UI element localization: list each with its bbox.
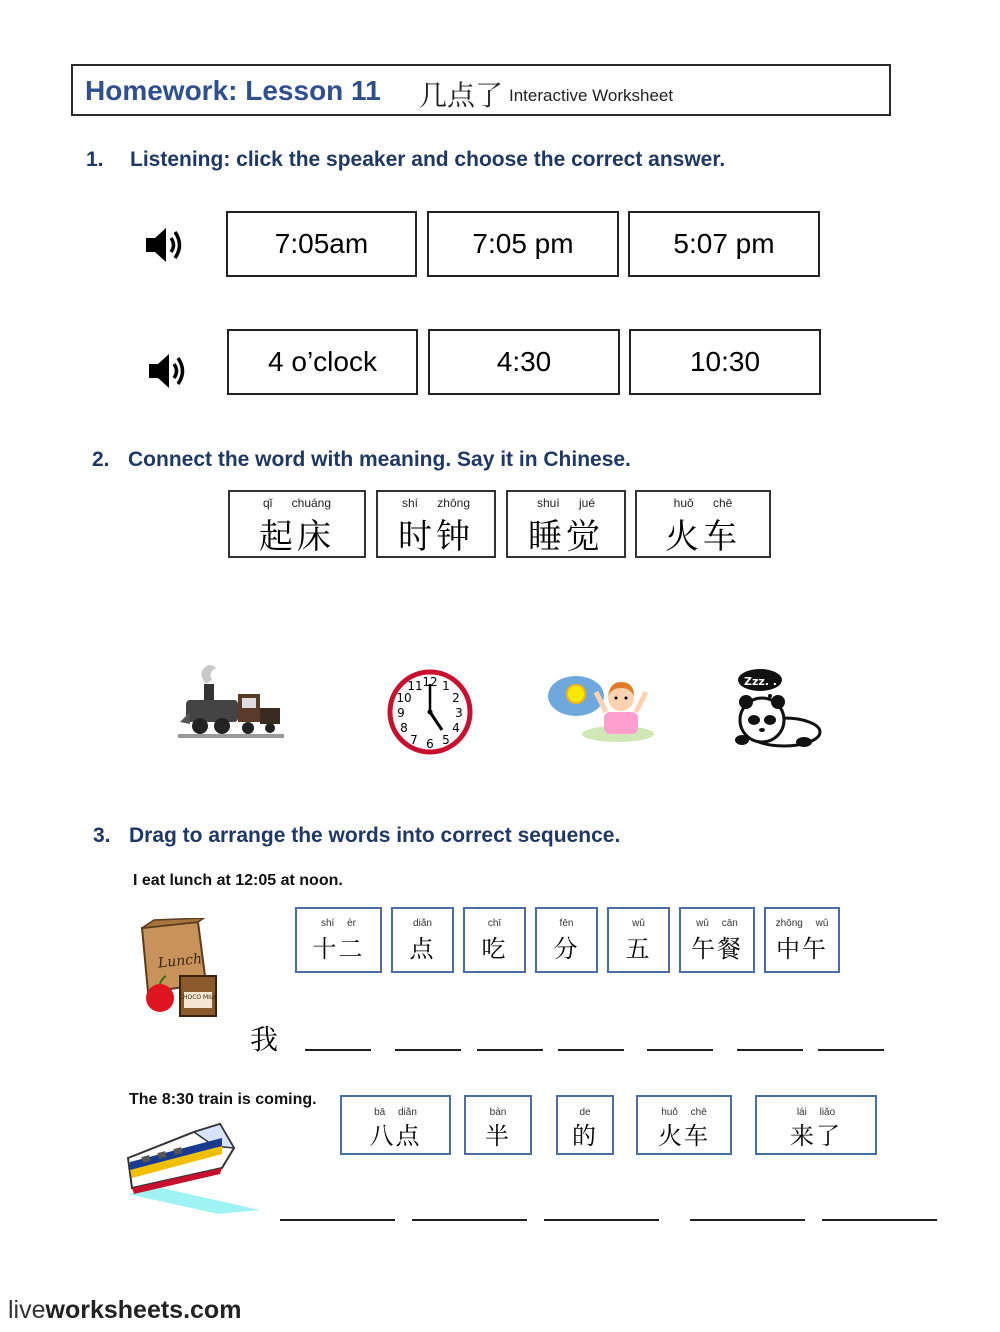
answer-option-label: 10:30 — [689, 346, 761, 377]
tile-hanzi: 中午 — [776, 935, 828, 963]
tile-pinyin: wǔ — [632, 918, 645, 929]
sleeping-panda-image[interactable] — [734, 666, 824, 750]
answer-blank[interactable] — [477, 1049, 543, 1051]
lunch-bag-image — [134, 918, 226, 1018]
answer-blank[interactable] — [558, 1049, 624, 1051]
word-pinyin: shí zhōng — [401, 496, 471, 510]
answer-option-label: 4:30 — [496, 346, 552, 377]
clock-numeral: 3 — [455, 706, 463, 720]
answer-blank[interactable] — [412, 1219, 527, 1221]
q1-caption: I eat lunch at 12:05 at noon. — [133, 872, 343, 889]
answer-option-label: 5:07 pm — [673, 228, 775, 259]
word-pinyin: qǐ chuáng — [262, 496, 332, 510]
word-tile[interactable] — [463, 907, 526, 973]
tile-pinyin: diǎn — [413, 918, 432, 929]
clock-numeral: 4 — [452, 721, 460, 735]
clock-numeral: 5 — [442, 733, 450, 747]
tile-pinyin: wǔ cān — [696, 918, 738, 929]
word-box-shizhong[interactable] — [376, 490, 496, 558]
word-tile[interactable] — [535, 907, 598, 973]
clock-image[interactable] — [386, 668, 474, 756]
logo-light-text: live — [8, 1296, 46, 1324]
logo-bold-text: worksheets.com — [45, 1296, 242, 1324]
answer-blank[interactable] — [305, 1049, 371, 1051]
section3-number: 3. — [93, 824, 111, 847]
word-hanzi: 火车 — [665, 517, 741, 557]
title-box — [71, 64, 891, 116]
answer-blank[interactable] — [544, 1219, 659, 1221]
answer-option[interactable] — [227, 329, 418, 395]
waking-up-image[interactable] — [546, 668, 656, 748]
clock-numeral: 2 — [452, 691, 460, 705]
answer-option[interactable] — [629, 329, 821, 395]
word-tile[interactable] — [391, 907, 454, 973]
tile-pinyin: shí èr — [320, 918, 356, 929]
tile-hanzi: 十二 — [312, 935, 365, 963]
tile-pinyin: bàn — [489, 1107, 507, 1118]
tile-pinyin: lái liǎo — [796, 1107, 836, 1118]
word-hanzi: 睡觉 — [528, 517, 604, 557]
speaker-icon[interactable] — [145, 348, 191, 394]
clock-numeral: 8 — [400, 721, 408, 735]
tile-hanzi: 五 — [625, 935, 652, 963]
section1-number: 1. — [86, 148, 104, 171]
tile-hanzi: 半 — [485, 1122, 511, 1150]
tile-pinyin: de — [579, 1107, 591, 1118]
tile-hanzi: 八点 — [369, 1122, 422, 1150]
answer-blank[interactable] — [280, 1219, 395, 1221]
tile-pinyin: chī — [487, 918, 502, 929]
clock-numeral: 6 — [426, 737, 434, 751]
word-tile[interactable] — [764, 907, 840, 973]
clock-numeral: 11 — [407, 679, 423, 693]
word-tile[interactable] — [295, 907, 382, 973]
answer-option-label: 7:05 pm — [472, 228, 574, 259]
liveworksheets-logo[interactable] — [8, 1296, 241, 1325]
section1-heading — [86, 148, 725, 172]
section2-heading-text: Connect the word with meaning. Say it in Chinese. — [128, 448, 631, 471]
answer-option-label: 7:05am — [274, 228, 369, 259]
clock-numeral: 9 — [397, 706, 405, 720]
word-pinyin: huǒ chē — [673, 496, 733, 510]
word-tile[interactable] — [464, 1095, 532, 1155]
word-tile[interactable] — [679, 907, 755, 973]
answer-option[interactable] — [226, 211, 417, 277]
tile-pinyin: fēn — [559, 918, 574, 929]
tile-pinyin: huǒ chē — [661, 1107, 707, 1118]
high-speed-train-image — [122, 1118, 264, 1214]
sentence-start-word: 我 — [250, 1023, 279, 1056]
word-tile[interactable] — [556, 1095, 614, 1155]
word-box-huoche[interactable] — [635, 490, 771, 558]
section3-heading-text: Drag to arrange the words into correct sequence. — [129, 824, 621, 847]
tile-pinyin: zhōng wǔ — [775, 918, 829, 929]
tile-hanzi: 午餐 — [691, 935, 743, 963]
tile-hanzi: 吃 — [481, 935, 508, 963]
answer-blank[interactable] — [818, 1049, 884, 1051]
tile-hanzi: 来了 — [790, 1122, 842, 1150]
milk-carton-text: CHOCO MILK — [178, 994, 218, 1001]
section1-heading-text: Listening: click the speaker and choose the correct answer. — [130, 148, 726, 171]
page-title-chinese: 几点了 — [419, 79, 504, 112]
word-hanzi: 时钟 — [398, 517, 474, 557]
steam-train-image[interactable] — [178, 662, 284, 748]
answer-blank[interactable] — [395, 1049, 461, 1051]
clock-numeral: 12 — [422, 675, 438, 689]
word-hanzi: 起床 — [259, 517, 335, 557]
clock-numeral: 1 — [442, 679, 450, 693]
section3-heading — [93, 824, 620, 848]
answer-option-label: 4 o’clock — [268, 346, 377, 377]
speaker-icon[interactable] — [142, 222, 188, 268]
answer-option[interactable] — [628, 211, 820, 277]
q2-caption: The 8:30 train is coming. — [129, 1091, 317, 1108]
word-tile[interactable] — [636, 1095, 732, 1155]
section2-number: 2. — [92, 448, 110, 471]
answer-blank[interactable] — [737, 1049, 803, 1051]
word-tile[interactable] — [340, 1095, 451, 1155]
word-pinyin: shuì jué — [536, 496, 596, 510]
answer-blank[interactable] — [690, 1219, 805, 1221]
lunch-bag-text: Lunch — [157, 951, 203, 972]
tile-pinyin: bā diǎn — [374, 1107, 417, 1118]
tile-hanzi: 点 — [409, 935, 436, 963]
clock-numeral: 7 — [410, 733, 418, 747]
clock-numeral: 10 — [396, 691, 412, 705]
answer-blank[interactable] — [647, 1049, 713, 1051]
answer-blank[interactable] — [822, 1219, 937, 1221]
answer-option[interactable] — [428, 329, 620, 395]
word-tile[interactable] — [755, 1095, 877, 1155]
word-tile[interactable] — [607, 907, 670, 973]
tile-hanzi: 的 — [572, 1122, 598, 1150]
page-title: Homework: Lesson 11 — [85, 75, 381, 106]
answer-option[interactable] — [427, 211, 619, 277]
tile-hanzi: 火车 — [658, 1122, 710, 1150]
panda-zzz-text: Zzz. . — [744, 675, 777, 688]
page-subtitle: Interactive Worksheet — [509, 86, 674, 105]
tile-hanzi: 分 — [553, 935, 580, 963]
section2-heading — [92, 448, 631, 472]
word-box-qichuang[interactable] — [228, 490, 366, 558]
word-box-shuijue[interactable] — [506, 490, 626, 558]
